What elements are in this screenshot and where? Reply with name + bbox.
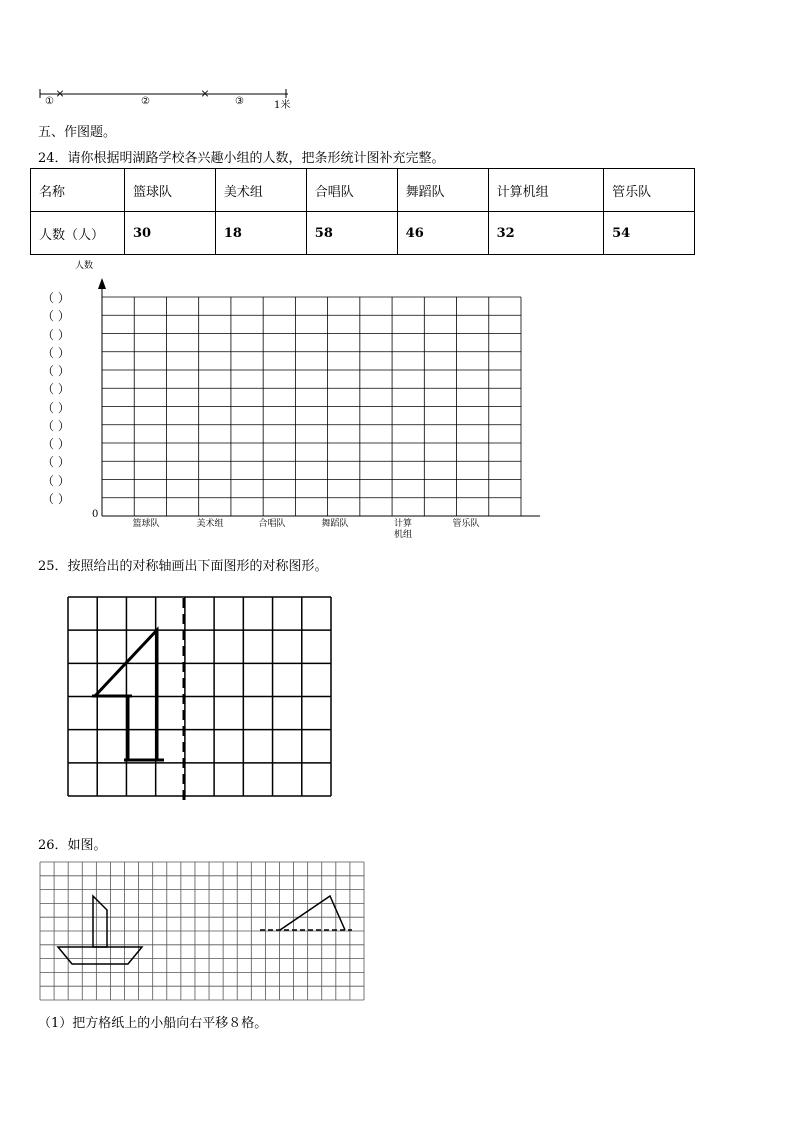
table-cell: 人数（人） — [31, 212, 125, 255]
table-cell: 58 — [306, 212, 397, 255]
x-tick-label: 管乐队 — [452, 519, 480, 529]
table-cell: 名称 — [31, 169, 125, 212]
x-tick-label: 篮球队 — [132, 519, 160, 529]
table-cell: 32 — [488, 212, 604, 255]
x-tick-label: 计算 机组 — [393, 519, 412, 540]
y-tick-placeholder[interactable]: （ ） — [42, 437, 70, 451]
number-line-mark-3: ③ — [235, 96, 244, 107]
x-tick-label: 美术组 — [196, 519, 224, 529]
q24-title: 24．请你根据明湖路学校各兴趣小组的人数，把条形统计图补充完整。 — [38, 151, 445, 166]
y-tick-placeholder[interactable]: （ ） — [42, 309, 70, 324]
y-tick-placeholder[interactable]: （ ） — [42, 400, 70, 415]
x-tick-label: 合唱队 — [258, 519, 286, 529]
q25-title: 25．按照给出的对称轴画出下面图形的对称图形。 — [38, 559, 328, 574]
chart-origin: 0 — [92, 509, 99, 520]
y-tick-placeholder[interactable]: （ ） — [42, 364, 70, 378]
table-cell: 30 — [125, 212, 216, 255]
x-tick-label: 舞蹈队 — [321, 519, 349, 529]
y-tick-placeholder[interactable]: （ ） — [42, 455, 70, 470]
y-tick-placeholder[interactable]: （ ） — [42, 491, 70, 506]
table-cell: 篮球队 — [125, 169, 216, 212]
table-cell: 计算机组 — [488, 169, 604, 212]
table-cell: 管乐队 — [604, 169, 695, 212]
table-cell: 美术组 — [215, 169, 306, 212]
y-tick-placeholder[interactable]: （ ） — [42, 473, 70, 488]
section-heading: 五、作图题。 — [38, 125, 117, 140]
table-cell: 54 — [604, 212, 695, 255]
y-tick-placeholder[interactable]: （ ） — [42, 418, 70, 433]
table-cell: 18 — [215, 212, 306, 255]
table-cell: 46 — [397, 212, 488, 255]
y-tick-placeholder[interactable]: （ ） — [42, 291, 70, 305]
svg-text:×: × — [200, 87, 210, 100]
number-line-mark-4: 1米 — [274, 100, 291, 111]
svg-text:×: × — [55, 87, 65, 100]
table-cell: 舞蹈队 — [397, 169, 488, 212]
y-tick-placeholder[interactable]: （ ） — [42, 345, 70, 360]
y-tick-placeholder[interactable]: （ ） — [42, 327, 70, 342]
number-line-mark-2: ② — [141, 96, 150, 107]
number-line-mark-1: ① — [45, 96, 54, 107]
q26-sub1: （1）把方格纸上的小船向右平移８格。 — [38, 1016, 268, 1031]
chart-ylabel: 人数 — [75, 261, 94, 271]
y-tick-placeholder[interactable]: （ ） — [42, 382, 70, 397]
q26-title: 26．如图。 — [38, 838, 107, 853]
table-cell: 合唱队 — [306, 169, 397, 212]
